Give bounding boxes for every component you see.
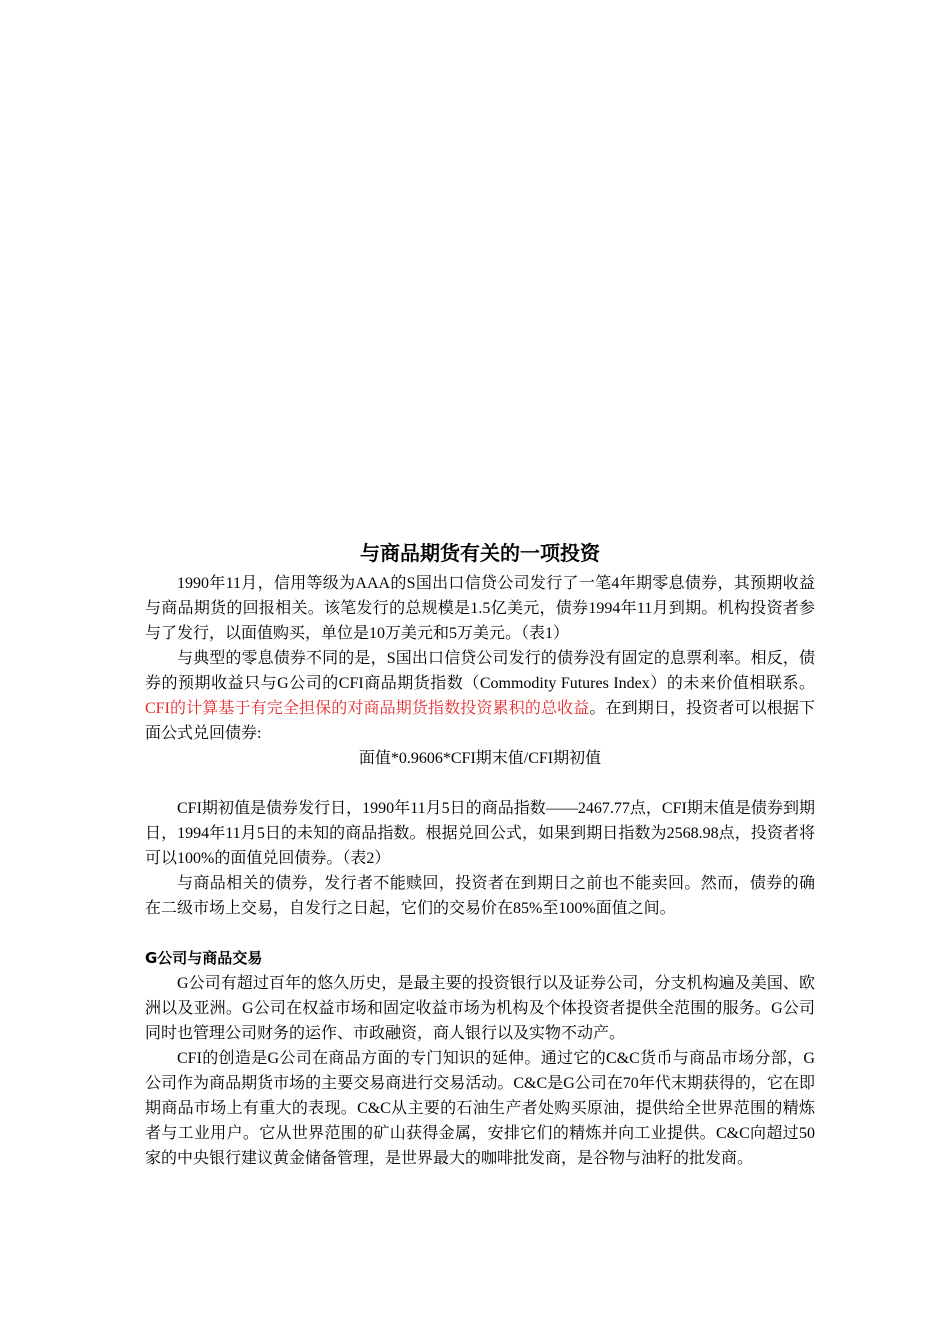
section-heading: G公司与商品交易 <box>145 949 263 967</box>
coupon-paragraph <box>145 646 815 746</box>
document-title: 与商品期货有关的一项投资 <box>360 541 600 565</box>
intro-paragraph: 1990年11月，信用等级为AAA的S国出口信贷公司发行了一笔4年期零息债券，其预期收益与商品期货的回报相关。该笔发行的总规模是1.5亿美元，债券1994年11月到期。机构投资者参与了发行，以面值购买，单位是10万美元和5万美元。（表1） <box>145 575 815 642</box>
cfi-values-paragraph: CFI期初值是债券发行日，1990年11月5日的商品指数——2467.77点，CFI期末值是债券到期日，1994年11月5日的未知的商品指数。根据兑回公式，如果到期日指数为2568.98点，投资者将可以100%的面值兑回债券。（表2） <box>145 800 815 867</box>
coupon-paragraph-tail: 。在到期日，投资者可以根据下面公式兑回债券: <box>145 700 815 742</box>
redemption-formula: 面值*0.9606*CFI期末值/CFI期初值 <box>358 750 602 767</box>
coupon-paragraph-text: 与典型的零息债券不同的是，S国出口信贷公司发行的债券没有固定的息票利率。相反，债券的预期收益只与G公司的CFI商品期货指数（Commodity Futures Index）的未来价值相联系。 <box>145 650 815 692</box>
secondary-market-paragraph: 与商品相关的债券，发行者不能赎回，投资者在到期日之前也不能卖回。然而，债券的确在二级市场上交易，自发行之日起，它们的交易价在85%至100%面值之间。 <box>145 875 815 917</box>
commodity-division-paragraph: CFI的创造是G公司在商品方面的专门知识的延伸。通过它的C&C货币与商品市场分部，G公司作为商品期货市场的主要交易商进行交易活动。C&C是G公司在70年代末期获得的，它在即期商品市场上有重大的表现。C&C从主要的石油生产者处购买原油，提供给全世界范围的精炼者与工业用户。它从世界范围的矿山获得金属，安排它们的精炼并向工业提供。C&C向超过50家的中央银行建议黄金储备管理，是世界最大的咖啡批发商，是谷物与油籽的批发商。 <box>145 1050 815 1167</box>
company-history-paragraph: G公司有超过百年的悠久历史，是最主要的投资银行以及证券公司，分支机构遍及美国、欧洲以及亚洲。G公司在权益市场和固定收益市场为机构及个体投资者提供全范围的服务。G公司同时也管理公司财务的运作、市政融资，商人银行以及实物不动产。 <box>145 975 815 1042</box>
blank-line <box>145 921 815 946</box>
document-page <box>145 536 815 1171</box>
blank-line <box>145 771 815 796</box>
highlighted-text: CFI的计算基于有完全担保的对商品期货指数投资累积的总收益 <box>145 700 590 717</box>
